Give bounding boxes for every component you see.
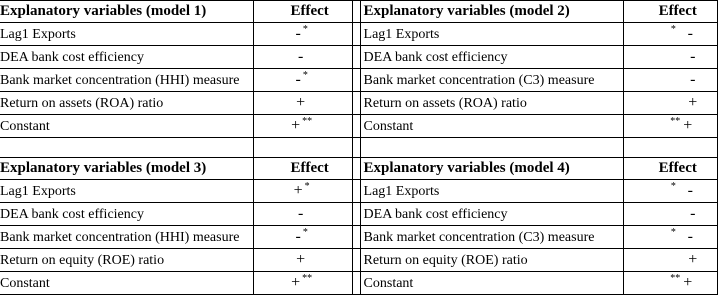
header-row [0, 1, 718, 23]
variable-label: Bank market concentration (C3) measure [363, 72, 595, 88]
variable-label: Return on equity (ROE) ratio [0, 252, 165, 268]
results-table-body [0, 1, 718, 295]
header-variables-cell [0, 158, 253, 180]
significance-stars: * [304, 181, 310, 192]
variable-cell [0, 180, 253, 203]
effect-cell [624, 249, 718, 272]
significance-stars: * [302, 227, 308, 238]
header-row [0, 158, 718, 180]
variable-cell [0, 23, 253, 46]
effect-cell [624, 203, 718, 226]
effect-cell [624, 226, 718, 249]
effect-sign: - [687, 25, 693, 42]
variable-cell [0, 115, 253, 138]
variable-cell [0, 226, 253, 249]
header-effect-label: Effect [658, 3, 697, 19]
effect-cell [253, 69, 352, 92]
variable-cell [0, 69, 253, 92]
significance-stars: ** [670, 116, 681, 127]
header-effect-label: Effect [290, 160, 329, 176]
effect-sign: - [690, 205, 696, 222]
effect-sign: - [687, 228, 693, 245]
header-effect-label: Effect [290, 3, 329, 19]
variable-label: Bank market concentration (HHI) measure [0, 229, 240, 245]
effect-cell [624, 92, 718, 115]
effect-sign: - [690, 48, 696, 65]
column-gap [352, 1, 360, 23]
column-gap [352, 249, 360, 272]
effect-cell [253, 272, 352, 295]
header-variables-label: Explanatory variables (model 1) [0, 3, 207, 19]
variable-cell [360, 272, 624, 295]
variable-label: Constant [0, 275, 50, 291]
variable-cell [360, 115, 624, 138]
variable-label: Constant [363, 275, 414, 291]
significance-stars: * [670, 227, 676, 238]
effect-cell [624, 115, 718, 138]
effect-cell [253, 92, 352, 115]
variable-label: Bank market concentration (C3) measure [363, 229, 595, 245]
header-variables-label: Explanatory variables (model 4) [363, 160, 570, 176]
effect-cell [253, 46, 352, 69]
blank-cell [360, 138, 624, 158]
variable-label: Return on assets (ROA) ratio [0, 95, 164, 111]
variable-label: DEA bank cost efficiency [0, 206, 144, 222]
header-variables-cell [360, 158, 624, 180]
variable-label: Bank market concentration (HHI) measure [0, 72, 240, 88]
effect-sign: + [291, 117, 301, 134]
header-variables-label: Explanatory variables (model 2) [363, 3, 570, 19]
variable-label: Lag1 Exports [363, 183, 440, 199]
effect-sign: - [295, 228, 301, 245]
effect-sign: - [687, 182, 693, 199]
variable-cell [360, 23, 624, 46]
effect-cell [253, 115, 352, 138]
separator-row [0, 138, 718, 158]
blank-cell [624, 138, 718, 158]
effect-cell [624, 180, 718, 203]
variable-label: DEA bank cost efficiency [363, 49, 508, 65]
column-gap [352, 158, 360, 180]
variable-cell [0, 249, 253, 272]
variable-label: Lag1 Exports [0, 183, 76, 199]
column-gap [352, 23, 360, 46]
effect-sign: + [293, 182, 303, 199]
significance-stars: ** [302, 273, 313, 284]
column-gap [352, 138, 360, 158]
variable-cell [360, 203, 624, 226]
effect-sign: + [291, 274, 301, 291]
effect-cell [253, 203, 352, 226]
header-effect-cell [253, 158, 352, 180]
effect-sign: - [297, 205, 304, 222]
blank-cell [253, 138, 352, 158]
variable-cell [360, 180, 624, 203]
variable-cell [360, 46, 624, 69]
header-effect-label: Effect [658, 160, 697, 176]
effect-sign: - [297, 48, 304, 65]
column-gap [352, 226, 360, 249]
effect-sign: - [690, 71, 696, 88]
significance-stars: * [302, 70, 308, 81]
variable-cell [0, 46, 253, 69]
variable-cell [0, 203, 253, 226]
column-gap [352, 115, 360, 138]
table-row [0, 180, 718, 203]
header-variables-cell [360, 1, 624, 23]
effect-sign: + [296, 94, 306, 111]
effect-cell [253, 180, 352, 203]
variable-cell [360, 92, 624, 115]
significance-stars: ** [670, 273, 681, 284]
significance-stars: * [302, 24, 308, 35]
variable-label: Return on equity (ROE) ratio [363, 252, 528, 268]
effect-sign: - [295, 71, 301, 88]
column-gap [352, 180, 360, 203]
table-row [0, 115, 718, 138]
header-effect-cell [624, 158, 718, 180]
table-row [0, 272, 718, 295]
effect-cell [624, 23, 718, 46]
effect-sign: + [683, 274, 693, 291]
header-variables-cell [0, 1, 253, 23]
effect-cell [624, 46, 718, 69]
blank-cell [0, 138, 253, 158]
table-row [0, 249, 718, 272]
table-row [0, 69, 718, 92]
effect-cell [624, 69, 718, 92]
column-gap [352, 46, 360, 69]
table-row [0, 23, 718, 46]
significance-stars: ** [302, 116, 313, 127]
variable-cell [360, 249, 624, 272]
variable-cell [0, 92, 253, 115]
column-gap [352, 272, 360, 295]
variable-label: DEA bank cost efficiency [0, 49, 144, 65]
variable-label: DEA bank cost efficiency [363, 206, 508, 222]
variable-label: Lag1 Exports [363, 26, 440, 42]
variable-label: Constant [0, 118, 50, 134]
effect-sign: + [296, 251, 306, 268]
effect-cell [624, 272, 718, 295]
effect-cell [253, 226, 352, 249]
effect-sign: + [683, 117, 693, 134]
variable-cell [360, 226, 624, 249]
table-row [0, 46, 718, 69]
column-gap [352, 69, 360, 92]
header-effect-cell [624, 1, 718, 23]
effect-cell [253, 249, 352, 272]
header-effect-cell [253, 1, 352, 23]
effect-sign: - [295, 25, 301, 42]
variable-label: Lag1 Exports [0, 26, 76, 42]
variable-cell [0, 272, 253, 295]
column-gap [352, 92, 360, 115]
effect-sign: + [688, 94, 698, 111]
effect-cell [253, 23, 352, 46]
table-row [0, 226, 718, 249]
variable-label: Return on assets (ROA) ratio [363, 95, 527, 111]
table-row [0, 203, 718, 226]
variable-label: Constant [363, 118, 414, 134]
header-variables-label: Explanatory variables (model 3) [0, 160, 207, 176]
column-gap [352, 203, 360, 226]
table-row [0, 92, 718, 115]
effect-sign: + [688, 251, 698, 268]
variable-cell [360, 69, 624, 92]
significance-stars: * [670, 181, 676, 192]
significance-stars: * [670, 24, 676, 35]
